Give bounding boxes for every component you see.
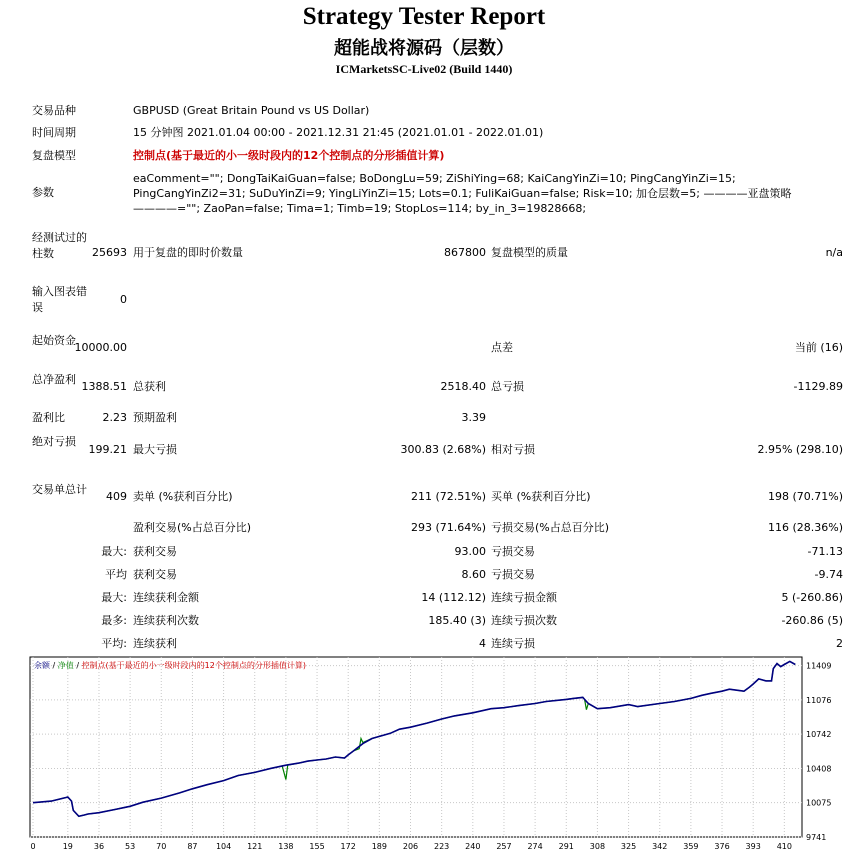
avg-consecutive-losses-value: 2 <box>836 637 843 650</box>
x-tick-label: 155 <box>309 842 325 851</box>
period-label: 时间周期 <box>32 126 76 139</box>
deposit-value: 10000.00 <box>74 341 127 354</box>
y-tick-label: 10742 <box>806 730 832 740</box>
absolute-drawdown-label: 绝对亏损 <box>32 435 76 448</box>
expected-payoff-value: 3.39 <box>461 411 486 424</box>
average-loss-label: 亏损交易 <box>491 568 535 581</box>
errors-label: 输入图表错误 <box>32 285 87 314</box>
report-subtitle: 超能战将源码（层数） <box>334 38 514 59</box>
x-tick-label: 308 <box>589 842 606 851</box>
x-tick-label: 172 <box>340 842 356 851</box>
net-profit-label: 总净盈利 <box>32 373 76 386</box>
average-loss-value: -9.74 <box>814 568 843 581</box>
legend-separator: / <box>50 661 58 670</box>
maximal-loss-label: 连续亏损次数 <box>491 614 557 627</box>
deposit-label: 起始资金 <box>32 334 76 347</box>
expected-payoff-label: 预期盈利 <box>133 411 177 424</box>
y-tick-label: 11409 <box>806 661 832 671</box>
y-tick-label: 11076 <box>806 695 832 705</box>
x-tick-label: 206 <box>402 842 419 851</box>
largest-label: 最大: <box>101 545 127 558</box>
x-tick-label: 291 <box>558 842 574 851</box>
avg-consecutive-wins-label: 连续获利 <box>133 637 177 650</box>
absolute-drawdown-value: 199.21 <box>88 443 127 456</box>
max-drawdown-value: 300.83 (2.68%) <box>400 443 486 456</box>
x-tick-label: 53 <box>125 842 136 851</box>
x-tick-label: 87 <box>187 842 198 851</box>
params-value: eaComment=""; DongTaiKaiGuan=false; BoDongLu=59; ZiShiYing=68; KaiCangYinZi=10; PingCangYinZi=15; PingCangYinZi2=31; SuDuYinZi=9; YingLiYinZi=15; Lots=0.1; FuliKaiGuan=false; Risk=10; 加仓层数=5; ————亚盘策略————=""; ZaoPan=false; Tima=1; Timb=19; StopLos=114; by_in_3=19828668; <box>133 172 792 215</box>
x-tick-label: 19 <box>62 842 73 851</box>
loss-trades-value: 116 (28.36%) <box>767 521 843 534</box>
gross-profit-label: 总获利 <box>133 380 166 393</box>
largest-profit-value: 93.00 <box>454 545 486 558</box>
bars-value: 25693 <box>92 246 127 259</box>
net-profit-value: 1388.51 <box>81 380 127 393</box>
maximal-profit-value: 185.40 (3) <box>428 614 486 627</box>
largest-loss-value: -71.13 <box>807 545 843 558</box>
x-tick-label: 274 <box>527 842 543 851</box>
ticks-label: 用于复盘的即时价数量 <box>133 246 243 259</box>
average-label: 平均 <box>105 568 127 581</box>
x-tick-label: 376 <box>714 842 730 851</box>
profit-factor-label: 盈利比 <box>32 411 65 424</box>
server-name: ICMarketsSC-Live02 (Build 1440) <box>335 62 513 76</box>
chart-legend <box>34 660 306 670</box>
relative-drawdown-label: 相对亏损 <box>491 443 535 456</box>
x-tick-label: 223 <box>434 842 450 851</box>
bars-label: 经测试过的柱数 <box>32 231 87 260</box>
largest-loss-label: 亏损交易 <box>491 545 535 558</box>
max-consecutive-wins-label: 连续获利金额 <box>133 591 199 604</box>
maximal-profit-label: 连续获利次数 <box>133 614 199 627</box>
x-tick-label: 70 <box>156 842 167 851</box>
spread-label: 点差 <box>491 341 513 354</box>
x-tick-label: 104 <box>215 842 232 851</box>
legend-model: 控制点(基于最近的小一级时段内的12个控制点的分形插值计算) <box>81 661 306 670</box>
total-trades-label: 交易单总计 <box>32 483 87 496</box>
gross-loss-value: -1129.89 <box>793 380 843 393</box>
legend-equity: 净值 <box>57 661 74 670</box>
x-tick-label: 342 <box>652 842 668 851</box>
profit-trades-value: 293 (71.64%) <box>410 521 486 534</box>
x-tick-label: 36 <box>93 842 105 851</box>
x-tick-label: 121 <box>247 842 263 851</box>
x-tick-label: 189 <box>371 842 387 851</box>
long-positions-label: 买单 (%获利百分比) <box>491 490 591 503</box>
average-profit-value: 8.60 <box>461 568 486 581</box>
long-positions-value: 198 (70.71%) <box>767 490 843 503</box>
average-profit-label: 获利交易 <box>133 568 177 581</box>
ticks-value: 867800 <box>444 246 486 259</box>
short-positions-label: 卖单 (%获利百分比) <box>133 490 233 503</box>
model-label: 复盘模型 <box>32 149 76 162</box>
x-tick-label: 257 <box>496 842 512 851</box>
spread-value: 当前 (16) <box>794 341 843 354</box>
x-tick-label: 240 <box>465 842 481 851</box>
maximal-loss-value: -260.86 (5) <box>781 614 843 627</box>
model-value: 控制点(基于最近的小一级时段内的12个控制点的分形插值计算) <box>133 149 445 162</box>
avg-consecutive-wins-value: 4 <box>479 637 486 650</box>
largest-profit-label: 获利交易 <box>133 545 177 558</box>
avg-consecutive-losses-label: 连续亏损 <box>491 637 535 650</box>
max-drawdown-label: 最大亏损 <box>133 443 177 456</box>
total-trades-value: 409 <box>106 490 127 503</box>
max-consecutive-losses-value: 5 (-260.86) <box>781 591 843 604</box>
short-positions-value: 211 (72.51%) <box>410 490 486 503</box>
relative-drawdown-value: 2.95% (298.10) <box>757 443 843 456</box>
x-tick-label: 359 <box>683 842 699 851</box>
y-tick-label: 10408 <box>806 764 832 774</box>
max-consecutive-wins-value: 14 (112.12) <box>421 591 486 604</box>
x-tick-label: 325 <box>620 842 637 851</box>
x-tick-label: 410 <box>776 842 792 851</box>
errors-value: 0 <box>120 293 127 306</box>
params-label: 参数 <box>32 186 54 199</box>
max-consecutive-losses-label: 连续亏损金额 <box>491 591 557 604</box>
loss-trades-label: 亏损交易(%占总百分比) <box>491 521 610 534</box>
x-tick-label: 393 <box>745 842 761 851</box>
maximum-label: 最大: <box>101 591 127 604</box>
balance-chart <box>30 657 832 853</box>
average-consecutive-label: 平均: <box>101 637 127 650</box>
profit-factor-value: 2.23 <box>102 411 127 424</box>
gross-loss-label: 总亏损 <box>491 380 524 393</box>
report-title: Strategy Tester Report <box>302 3 546 30</box>
gross-profit-value: 2518.40 <box>440 380 486 393</box>
profit-trades-label: 盈利交易(%占总百分比) <box>133 521 252 534</box>
chart-border <box>30 657 802 837</box>
period-value: 15 分钟图 2021.01.04 00:00 - 2021.12.31 21:45 (2021.01.01 - 2022.01.01) <box>133 126 544 139</box>
x-tick-label: 0 <box>30 842 36 851</box>
symbol-value: GBPUSD (Great Britain Pound vs US Dollar) <box>133 104 370 117</box>
legend-balance: 余额 <box>34 661 50 670</box>
y-tick-label: 9741 <box>806 833 827 842</box>
quality-value: n/a <box>825 246 843 259</box>
symbol-label: 交易品种 <box>32 104 76 117</box>
y-tick-label: 10075 <box>806 798 832 808</box>
quality-label: 复盘模型的质量 <box>491 246 568 259</box>
maximal-label: 最多: <box>101 614 127 627</box>
legend-separator: / <box>73 661 82 670</box>
x-tick-label: 138 <box>278 842 294 851</box>
